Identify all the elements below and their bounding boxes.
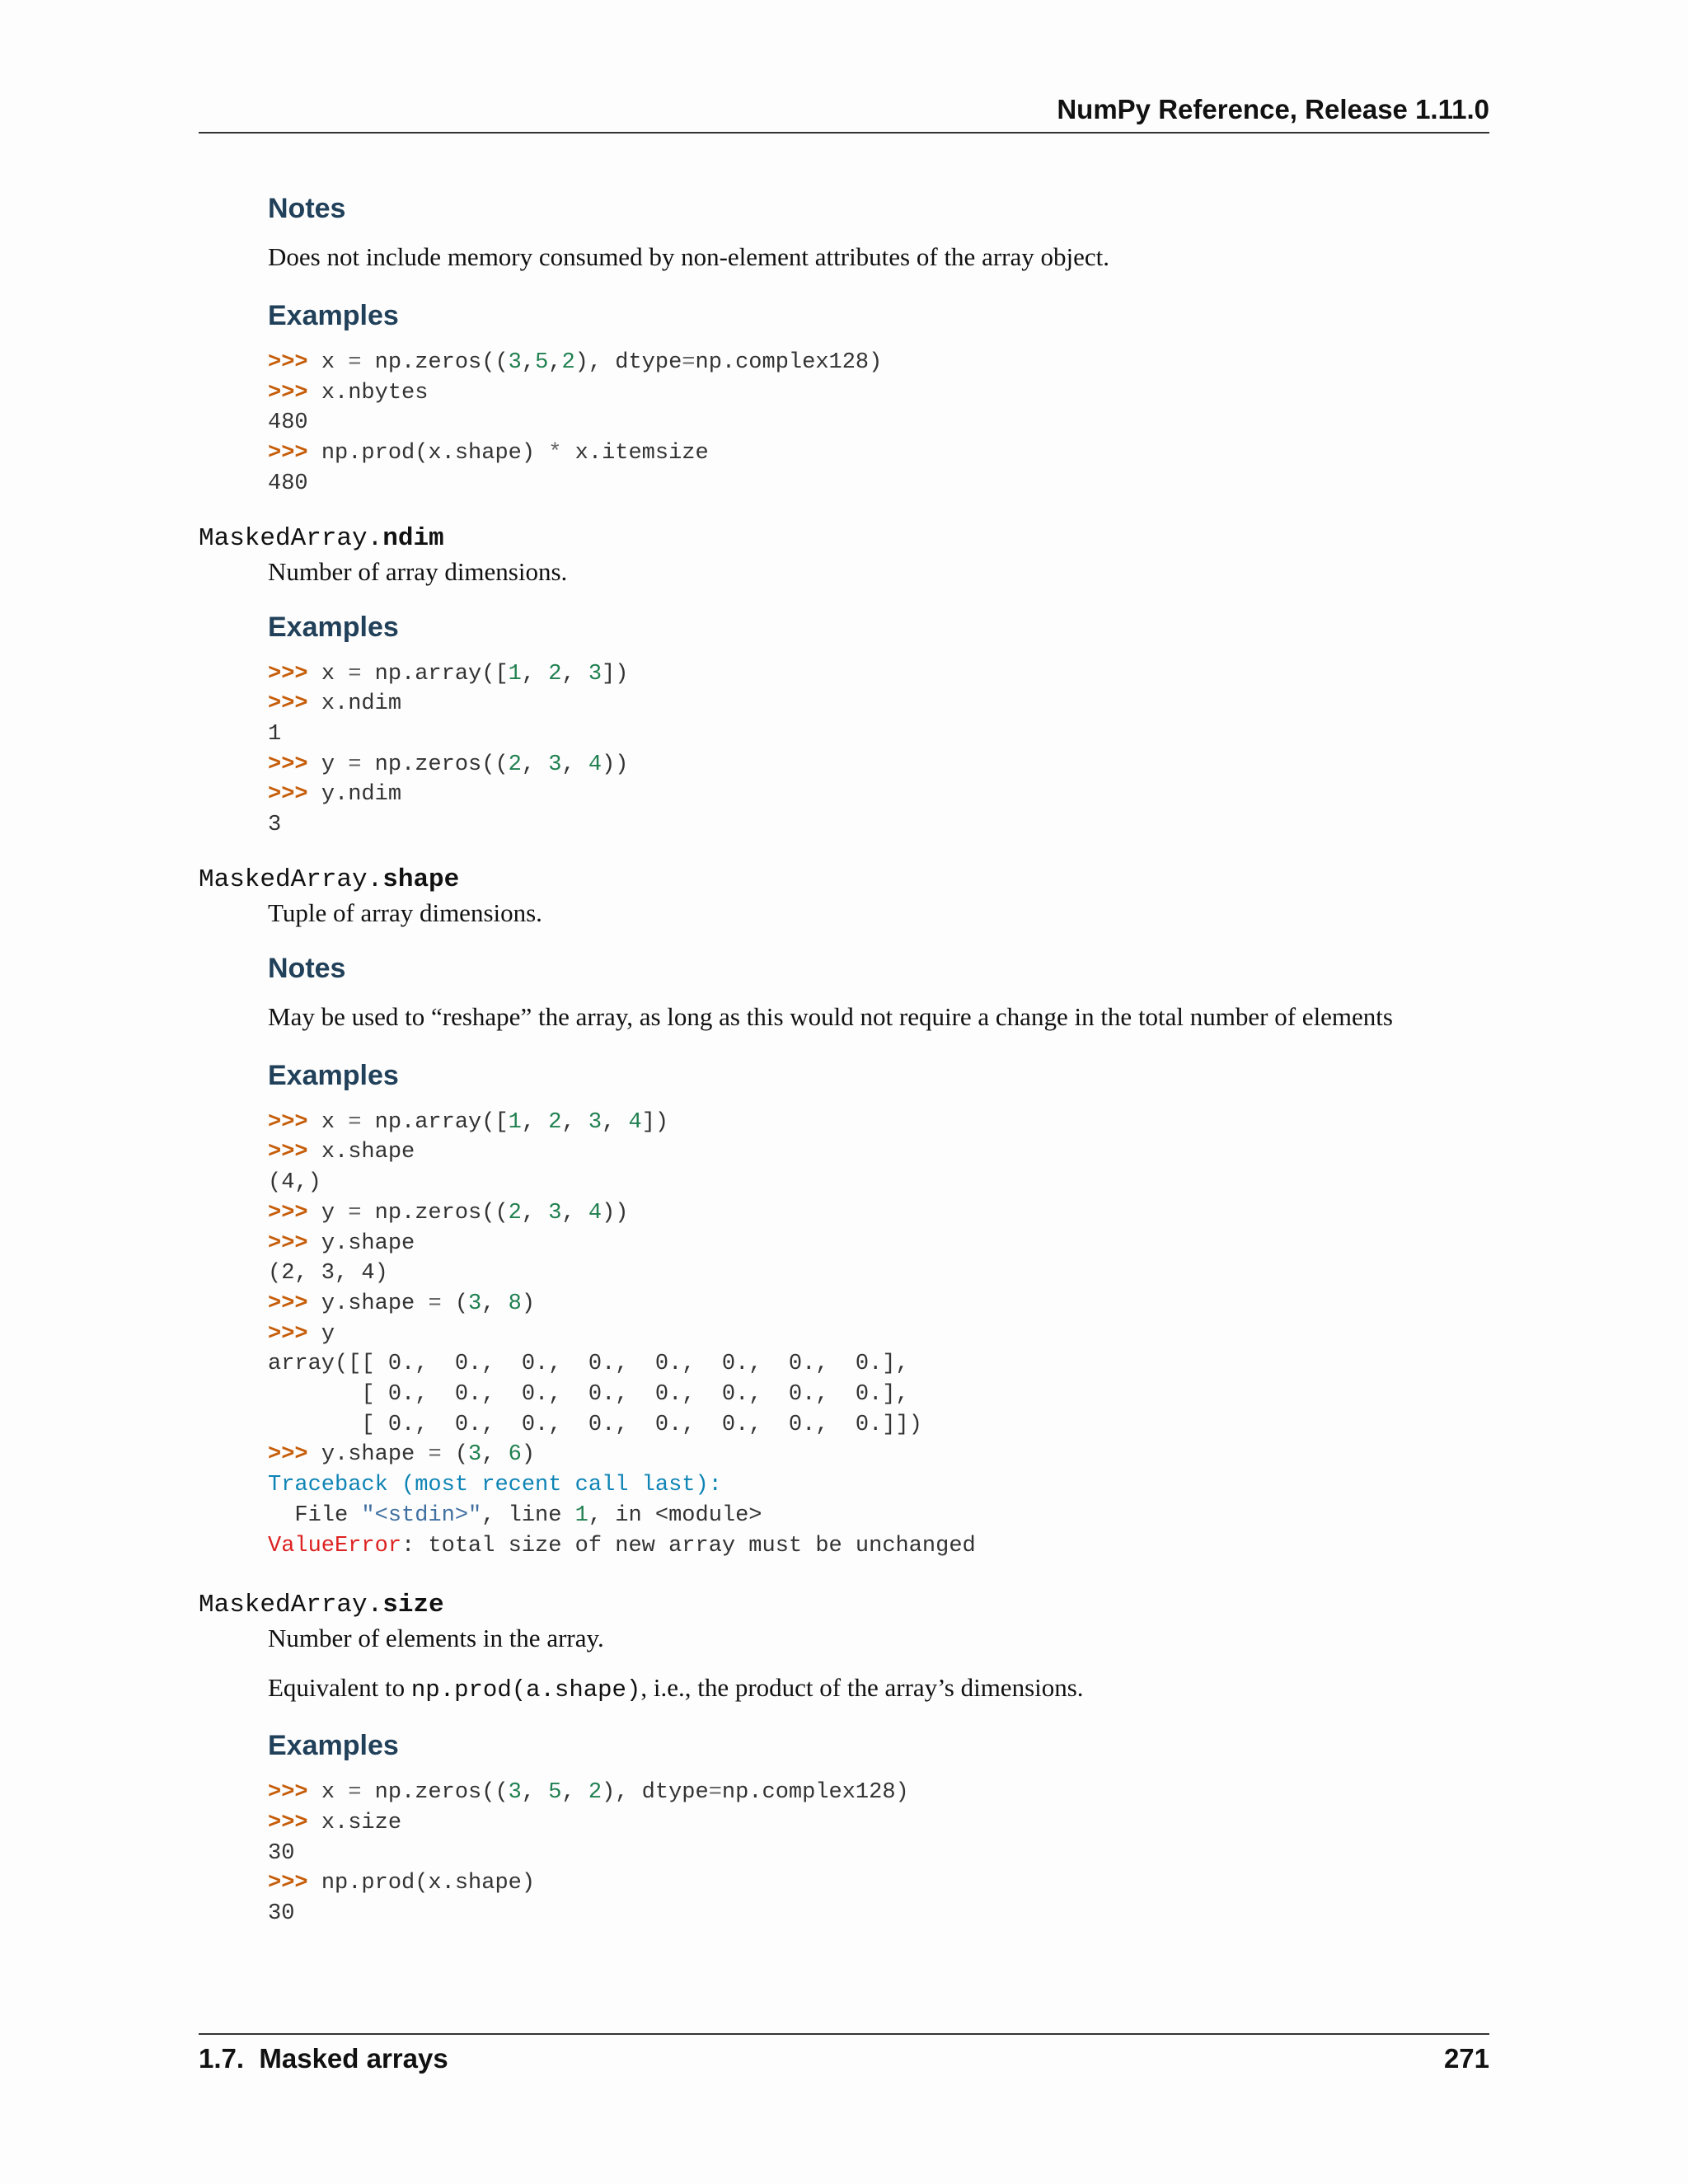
equivalence-text [268,1671,1489,1707]
notes-text: Does not include memory consumed by non-element attributes of the array object. [268,242,1109,271]
size-attribute [199,1589,1489,1929]
page-number: 271 [1443,2043,1489,2074]
code-line: (4,) [268,1170,321,1196]
attribute-description: Tuple of array dimensions. [268,898,542,927]
code-block [268,659,1489,841]
code-line: >>> x = np.zeros((3,5,2), dtype=np.complex128) [268,350,883,375]
shape-attribute [199,864,1489,1562]
notes-heading: Notes [268,952,346,984]
nbytes-section [268,191,1489,499]
examples-heading: Examples [268,1059,399,1091]
sig-attr: ndim [382,523,444,553]
code-line: 3 [268,813,282,838]
code-line: >>> x = np.array([1, 2, 3, 4]) [268,1109,669,1135]
attribute-signature [199,523,1489,555]
sig-class: MaskedArray. [199,523,383,553]
code-line: >>> y.shape [268,1230,415,1256]
code-line: >>> y [268,1321,335,1347]
sig-class: MaskedArray. [199,1591,383,1620]
code-line: >>> x = np.array([1, 2, 3]) [268,661,629,687]
ndim-attribute [199,523,1489,841]
examples-heading: Examples [268,300,399,331]
equiv-code: np.prod(a.shape) [410,1676,641,1704]
attribute-signature [199,1589,1489,1622]
code-line: ValueError: total size of new array must be unchanged [268,1533,976,1558]
code-block [268,348,1489,499]
footer-section: 1.7. Masked arrays [199,2043,448,2074]
notes-heading: Notes [268,193,346,224]
equiv-prefix: Equivalent to [268,1673,411,1703]
code-line: >>> x.shape [268,1140,415,1165]
code-line: array([[ 0., 0., 0., 0., 0., 0., 0., 0.], [268,1352,909,1377]
examples-heading: Examples [268,1730,399,1762]
attribute-description: Number of array dimensions. [268,556,568,586]
code-line: Traceback (most recent call last): [268,1473,722,1498]
code-line: >>> x = np.zeros((3, 5, 2), dtype=np.complex128) [268,1780,909,1806]
code-line: 480 [268,410,308,436]
notes-text: May be used to “reshape” the array, as long as this would not require a change in the total number of elements [268,1001,1393,1031]
code-line: 480 [268,471,308,496]
code-line: >>> y = np.zeros((2, 3, 4)) [268,1200,629,1226]
code-line: >>> x.nbytes [268,380,429,405]
code-line: >>> x.size [268,1810,402,1835]
code-line: [ 0., 0., 0., 0., 0., 0., 0., 0.], [268,1382,909,1408]
page-footer [199,2033,1489,2084]
code-line: 30 [268,1901,295,1927]
page-content [199,191,1489,1929]
code-line: >>> y.shape = (3, 6) [268,1442,536,1468]
running-title: NumPy Reference, Release 1.11.0 [1057,94,1489,124]
page-header [199,91,1489,134]
code-line: >>> x.ndim [268,691,402,717]
code-line: [ 0., 0., 0., 0., 0., 0., 0., 0.]]) [268,1412,922,1437]
examples-heading: Examples [268,611,399,643]
sig-attr: size [382,1591,444,1620]
code-line: 1 [268,721,282,747]
code-line: >>> np.prod(x.shape) * x.itemsize [268,441,709,466]
code-line: >>> np.prod(x.shape) [268,1871,536,1896]
code-line: File "<stdin>", line 1, in <module> [268,1502,762,1528]
attribute-description: Number of elements in the array. [268,1624,604,1653]
code-line: >>> y.shape = (3, 8) [268,1291,536,1316]
code-line: (2, 3, 4) [268,1261,388,1286]
code-line: 30 [268,1840,295,1866]
equiv-suffix: , i.e., the product of the array’s dimensions. [640,1673,1084,1703]
sig-attr: shape [382,865,460,894]
attribute-signature [199,864,1489,897]
code-line: >>> y = np.zeros((2, 3, 4)) [268,752,629,777]
sig-class: MaskedArray. [199,865,383,894]
code-block [268,1778,1489,1929]
code-block [268,1108,1489,1562]
code-line: >>> y.ndim [268,782,402,808]
